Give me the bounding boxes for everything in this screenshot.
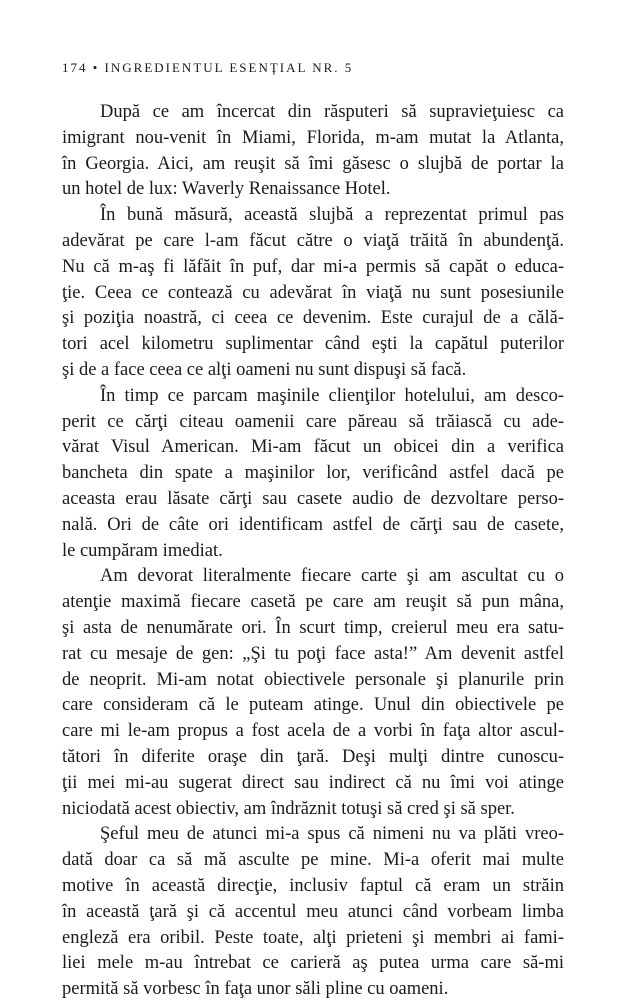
text-line: în Georgia. Aici, am reuşit să îmi găsesc o slujbă de portar la xyxy=(62,153,564,174)
text-line: le cumpăram imediat. xyxy=(62,540,223,561)
paragraph xyxy=(62,822,564,1003)
text-line: imigrant nou-venit în Miami, Florida, m-am mutat la Atlanta, xyxy=(62,127,564,148)
text-line: care mi le-am propus a fost acela de a vorbi în faţa altor ascul- xyxy=(62,721,564,742)
text-line: Nu că m-aş fi lăfăit în puf, dar mi-a permis să capăt o educa- xyxy=(62,256,564,277)
text-line: aceasta erau lăsate cărţi sau casete audio de dezvoltare perso- xyxy=(62,488,564,509)
text-line: şi asta de nenumărate ori. În scurt timp, creierul meu era satu- xyxy=(62,617,564,638)
text-line: liei mele m-au întrebat ce carieră aş putea urma care să-mi xyxy=(62,953,564,974)
paragraph xyxy=(62,564,564,822)
text-line: După ce am încercat din răsputeri să supravieţuiesc ca xyxy=(100,102,564,122)
text-line: În bună măsură, această slujbă a reprezentat primul pas xyxy=(100,205,564,226)
paragraph xyxy=(62,384,564,565)
text-line: motive în această direcţie, inclusiv faptul că eram un străin xyxy=(62,875,564,896)
text-line: permită să vorbesc în faţa unor săli pline cu oameni. xyxy=(62,979,449,1000)
text-line: nală. Ori de câte ori identificam astfel de cărţi sau de casete, xyxy=(62,514,564,535)
paragraph xyxy=(62,100,564,203)
text-line: tori acel kilometru suplimentar când eşti la capătul puterilor xyxy=(62,334,564,355)
text-line: vărat Visul American. Mi-am făcut un obicei din a verifica xyxy=(62,437,564,458)
text-line: perit ce cărţi citeau oamenii care păreau să trăiască cu ade- xyxy=(62,411,564,432)
text-line: rat cu mesaje de gen: „Şi tu poţi face asta!” Am devenit astfel xyxy=(62,643,564,664)
text-line: În timp ce parcam maşinile clienţilor hotelului, am desco- xyxy=(100,385,564,406)
text-line: atenţie maximă fiecare casetă pe care am reuşit să pun mâna, xyxy=(62,592,564,613)
running-head: 174 • INGREDIENTUL ESENŢIAL NR. 5 xyxy=(62,60,354,75)
text-line: ţii mei mi-au sugerat direct sau indirect că nu îmi voi atinge xyxy=(62,772,564,793)
text-line: niciodată acest obiectiv, am îndrăznit totuşi să cred şi să sper. xyxy=(62,798,515,819)
text-line: care consideram că le puteam atinge. Unul din obiectivele pe xyxy=(62,695,564,716)
text-line: de neoprit. Mi-am notat obiectivele personale şi planurile prin xyxy=(62,669,564,690)
paragraph xyxy=(62,203,564,384)
text-line: Am devorat literalmente fiecare carte şi am ascultat cu o xyxy=(100,566,564,587)
text-line: Şeful meu de atunci mi-a spus că nimeni nu va plăti vreo- xyxy=(100,824,564,845)
text-line: ţie. Ceea ce contează cu adevărat în viaţă nu sunt posesiunile xyxy=(62,282,564,303)
body-text xyxy=(62,100,564,1003)
text-line: dată doar ca să mă asculte pe mine. Mi-a oferit mai multe xyxy=(62,850,564,871)
text-line: tători în diferite oraşe din ţară. Deşi mulţi dintre cunoscu- xyxy=(62,746,564,767)
text-line: şi poziţia noastră, ci ceea ce devenim. Este curajul de a călă- xyxy=(62,308,564,329)
text-line: în această ţară şi că accentul meu atunci când vorbeam limba xyxy=(62,901,564,922)
text-line: un hotel de lux: Waverly Renaissance Hotel. xyxy=(62,179,391,200)
text-line: engleză era oribil. Peste toate, alţi prieteni şi membri ai fami- xyxy=(62,927,564,948)
text-line: bancheta din spate a maşinilor lor, verificând astfel dacă pe xyxy=(62,463,564,484)
text-line: şi de a face ceea ce alţi oameni nu sunt dispuşi să facă. xyxy=(62,359,467,380)
text-line: adevărat pe care l-am făcut către o viaţă trăită în abundenţă. xyxy=(62,230,564,251)
